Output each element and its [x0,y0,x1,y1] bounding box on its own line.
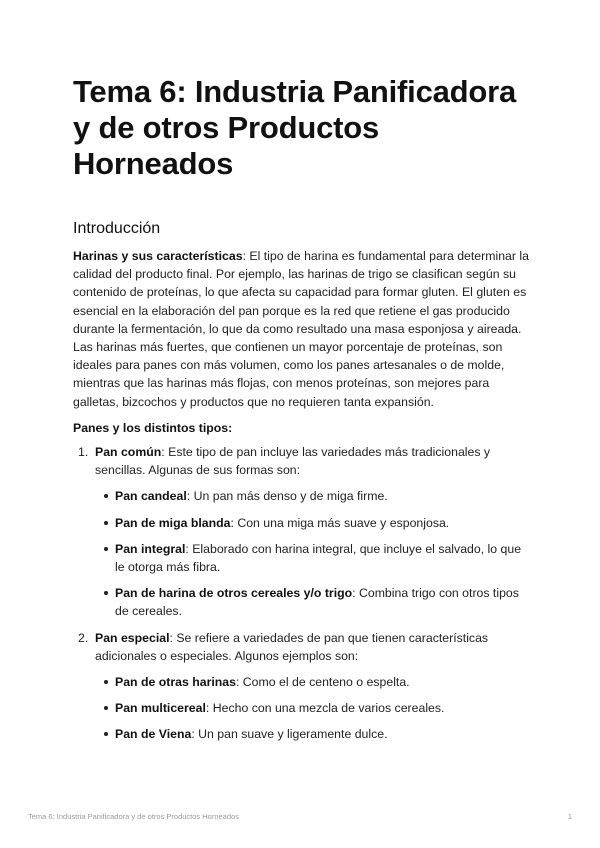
list-item-pan-especial [73,629,533,744]
page-content [73,74,533,752]
panes-subheading: Panes y los distintos tipos: [73,420,233,435]
page-title: Tema 6: Industria Panificadora y de otros Productos Horneados [73,74,517,181]
section-heading-introduccion: Introducción [73,220,161,237]
list-number: 1. [78,445,89,460]
list-item: Pan integral: Elaborado con harina integral, que incluye el salvado, lo que le otorga más fibra. [95,540,533,576]
list-number: 2. [78,630,89,645]
list-item-label: Pan especial [95,630,170,645]
list-item: Pan multicereal: Hecho con una mezcla de varios cereales. [95,699,533,717]
page-number: 1 [567,812,572,821]
list-item: Pan de Viena: Un pan suave y ligeramente dulce. [95,725,533,743]
sub-list-pan-especial [95,673,533,744]
sub-list-pan-comun [95,487,533,620]
footer-title: Tema 6: Industria Panificadora y de otros Productos Horneados [28,812,239,821]
list-item: Pan de otras harinas: Como el de centeno o espelta. [95,673,533,691]
bullet-icon [104,547,108,551]
bullet-icon [104,732,108,736]
bullet-icon [104,680,108,684]
list-item-label: Pan común [95,445,162,460]
bullet-icon [104,591,108,595]
bullet-icon [104,706,108,710]
bread-types-list [73,443,533,744]
list-item-pan-comun [73,443,533,621]
page-footer [28,812,572,821]
harinas-paragraph [73,247,533,411]
list-item-text: : Se refiere a variedades de pan que tienen características adicionales o especiales. Algunos ejemplos son: [95,630,489,663]
harinas-text: : El tipo de harina es fundamental para determinar la calidad del producto final. Por ejemplo, las harinas de trigo se clasifican según su contenido de proteínas, lo que afecta su capacidad para formar gluten. El gluten es esencial en la elaboración del pan porque es la red que retiene el gas producido durante la fermentación, lo que da como resultado una masa esponjosa y aireada. Las harinas más fuertes, que contienen un mayor porcentaje de proteínas, son ideales para panes con más volumen, como los panes artesanales o de molde, mientras que las harinas más flojas, con menos proteínas, son mejores para galletas, bizcochos y productos que no requieren tanta expansión. [73,249,529,409]
list-item: Pan de miga blanda: Con una miga más suave y esponjosa. [95,514,533,532]
list-item: Pan de harina de otros cereales y/o trigo: Combina trigo con otros tipos de cereales. [95,584,533,620]
bullet-icon [104,494,108,498]
harinas-label: Harinas y sus características [73,249,243,263]
list-item-text: : Este tipo de pan incluye las variedades más tradicionales y sencillas. Algunas de sus formas son: [95,445,491,478]
bullet-icon [104,521,108,525]
list-item: Pan candeal: Un pan más denso y de miga firme. [95,487,533,505]
